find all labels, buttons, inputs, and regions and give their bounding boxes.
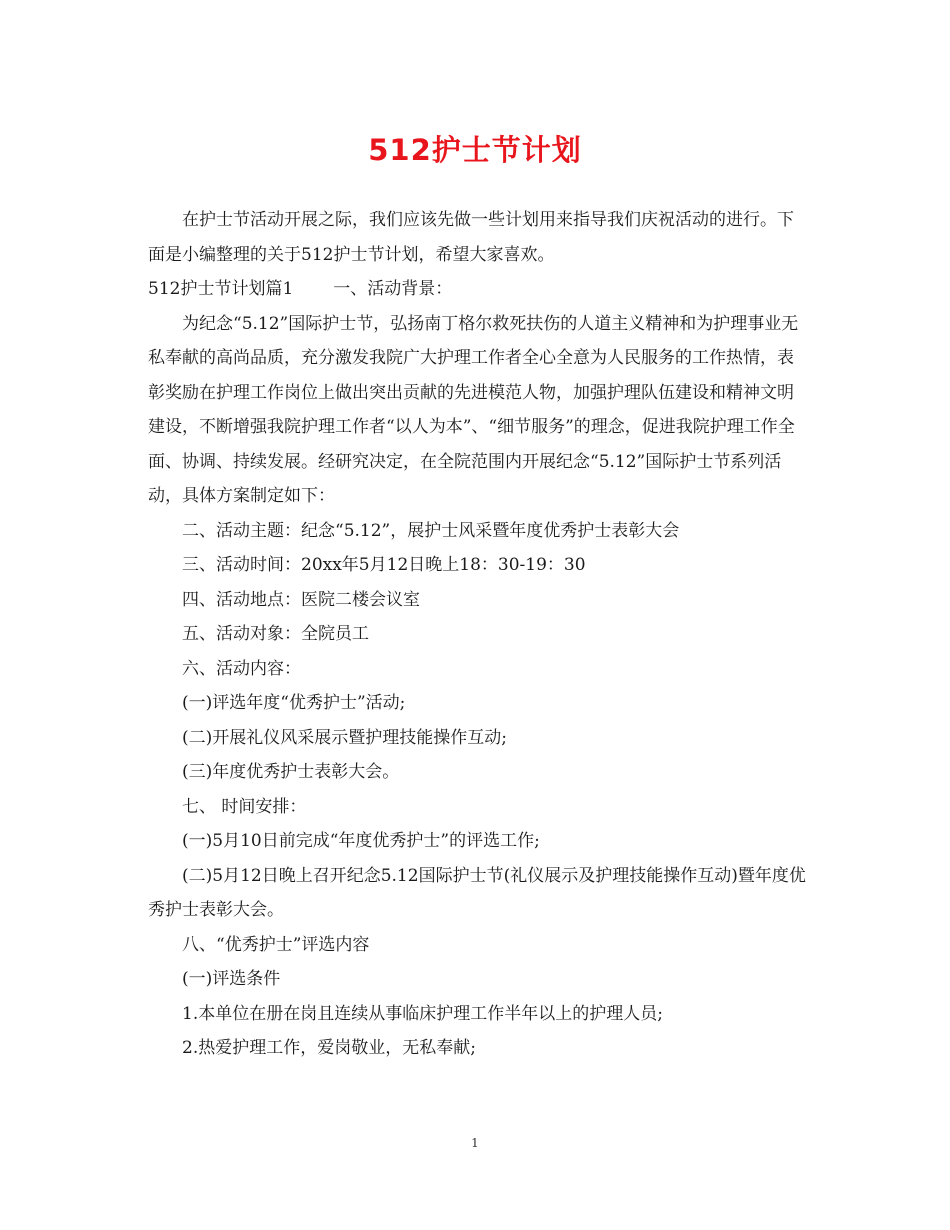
paragraph-content-2: (二)开展礼仪风采展示暨护理技能操作互动; [182,727,507,748]
paragraph-theme: 二、活动主题：纪念“5.12”，展护士风采暨年度优秀护士表彰大会 [182,520,680,541]
paragraph-content-3: (三)年度优秀护士表彰大会。 [182,762,400,782]
background-paragraph: 为纪念“5.12”国际护士节，弘扬南丁格尔救死扶伤的人道主义精神和为护理事业无私奉献的高尚品质，充分激发我院广大护理工作者全心全意为人民服务的工作热情，表彰奖励在护理工作岗位上做出突出贡献的先进模范人物，加强护理队伍建设和精神文明建设，不断增强我院护理工作者“以人为本”、“细节服务”的理念，促进我院护理工作全面、协调、持续发展。经研究决定，在全院范围内开展纪念“5.12”国际护士节系列活动，具体方案制定如下： [148,313,799,506]
section-heading: 512护士节计划篇1 [148,279,294,299]
document-title: 512护士节计划 [368,133,582,167]
paragraph-audience: 五、活动对象：全院员工 [182,624,369,644]
paragraph-condition-1: 1.本单位在册在岗且连续从事临床护理工作半年以上的护理人员; [182,1003,663,1024]
paragraph-content-1: (一)评选年度“优秀护士”活动; [182,693,406,713]
paragraph-selection: 八、“优秀护士”评选内容 [182,934,370,955]
section-line [148,272,808,307]
paragraph-condition-2: 2.热爱护理工作，爱岗敬业，无私奉献; [182,1038,476,1058]
paragraph-schedule-2: (二)5月12日晚上召开纪念5.12国际护士节(礼仪展示及护理技能操作互动)暨年度优秀护士表彰大会。 [148,865,806,920]
paragraph-time: 三、活动时间：20xx年5月12日晚上18：30-19：30 [182,555,586,575]
paragraph-content: 六、活动内容： [182,658,301,679]
intro-paragraph: 在护士节活动开展之际，我们应该先做一些计划用来指导我们庆祝活动的进行。下面是小编整理的关于512护士节计划，希望大家喜欢。 [148,210,794,265]
section-first-item: 一、活动背景： [333,279,453,299]
paragraph-location: 四、活动地点：医院二楼会议室 [182,589,420,610]
document-body [148,203,808,1066]
paragraph-conditions: (一)评选条件 [182,969,281,989]
page-number: 1 [471,1136,479,1150]
paragraph-schedule: 七、 时间安排： [182,796,307,817]
paragraph-schedule-1: (一)5月10日前完成“年度优秀护士”的评选工作; [182,831,540,851]
